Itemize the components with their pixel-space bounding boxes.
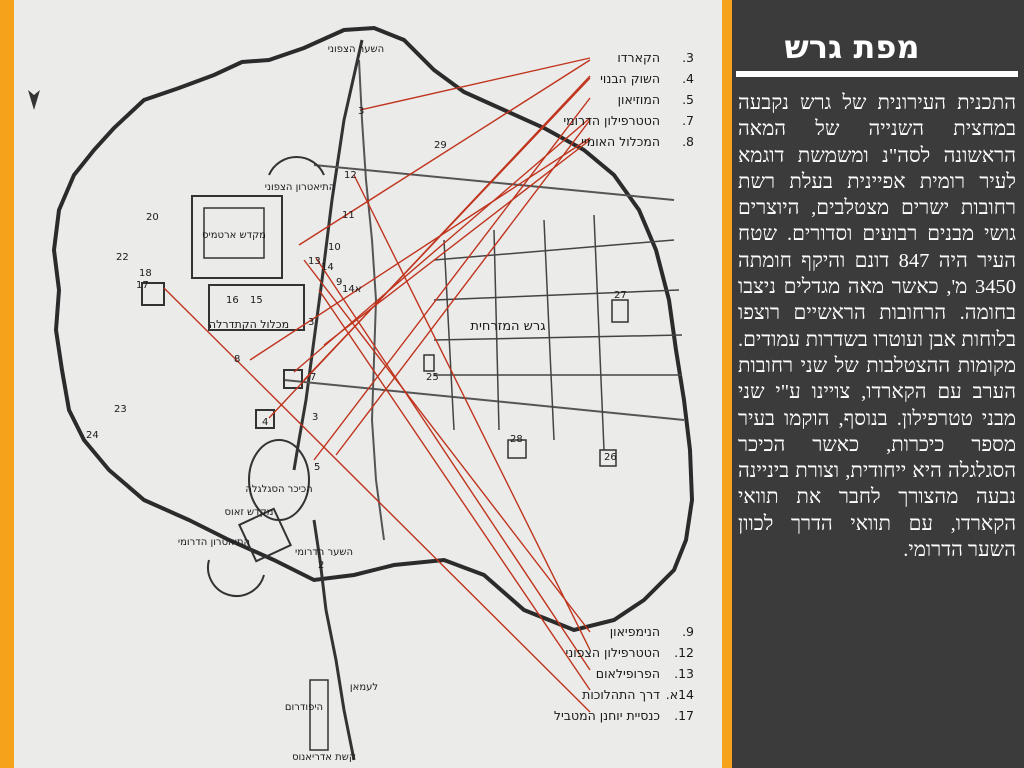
map-number: 8 bbox=[234, 354, 241, 365]
map-number: 16 bbox=[226, 295, 239, 306]
legend-number: 14א . bbox=[670, 684, 694, 705]
left-orange-border bbox=[0, 0, 14, 768]
legend-label: השוק הבנוי bbox=[600, 71, 660, 86]
legend-label: המוזיאון bbox=[617, 92, 660, 107]
map-label-north-theater: התיאטרון הצפוני bbox=[264, 182, 336, 193]
map-number: 18 bbox=[139, 268, 152, 279]
map-label-to-amman: לעמאן bbox=[349, 682, 379, 693]
cardo-street bbox=[294, 40, 365, 470]
map-label-south-theater: התיאטרון הדרומי bbox=[177, 537, 251, 548]
legend-label: המכלול האומיי bbox=[581, 134, 660, 149]
map-number: 13 bbox=[308, 256, 321, 267]
legend-item bbox=[500, 705, 694, 726]
body-paragraph: התכנית העירונית של גרש נקבעה במחצית השנייה של המאה הראשונה לסה"נ ומשמשת דוגמא לעיר רומית אפיינית בעלת רשת רחובות ישרים מצטלבים, היוצרים גושי מבנים רבועים וסדורים. שטח העיר היה 847 דונם והיקף חומתה 3450 מ', כאשר מאה מגדלים ניצבו בחומה. הרחובות הראשיים רוצפו בלוחות אבן ועוטרו בשדרות עמודים. מקומות ההצטלבות של שני רחובות הערב עם הקארדו, צויינו ע"י שני מבני טטרפילון. בנוסף, הוקמו בעיר מספר כיכרות, כאשר הכיכר הסגלגלה היא ייחודית, וצורת ביניינה נבעה מהצורך לחבר את תוואי הקארדו, עם תוואי הדרך לכוון השער הדרומי. bbox=[738, 92, 1017, 562]
legend-label: דרך התהלוכות bbox=[582, 687, 660, 702]
legend-label: הפרופילאום bbox=[595, 666, 660, 681]
hippodrome bbox=[310, 680, 328, 750]
map-number: 14א bbox=[342, 284, 362, 295]
map-label-oval-plaza: הכיכר הסגלגלה bbox=[245, 484, 313, 495]
map-number: 24 bbox=[86, 430, 99, 441]
map-label-zeus-temple: מקדש זאוס bbox=[224, 507, 274, 518]
legend-label: כנסיית יוחנן המטביל bbox=[553, 708, 660, 723]
legend-item bbox=[512, 89, 694, 110]
map-number: 3 bbox=[358, 106, 365, 117]
legend-label: הטטרפילון הצפוני bbox=[565, 645, 660, 660]
legend-number: 7 . bbox=[670, 110, 694, 131]
map-number: 7 bbox=[310, 372, 317, 383]
map-number: 3 bbox=[312, 412, 319, 423]
map-number: 26 bbox=[604, 452, 617, 463]
map-label-hadrian-arch: קשת אדריאנוס bbox=[292, 752, 356, 763]
map-number: 23 bbox=[114, 404, 127, 415]
legend-item bbox=[512, 47, 694, 68]
map-number: 3 bbox=[308, 317, 315, 328]
map-number: 12 bbox=[344, 170, 357, 181]
legend-number: 4 . bbox=[670, 68, 694, 89]
map-label-cathedral-complex: מכלול הקתדרלה bbox=[208, 318, 290, 331]
orange-divider bbox=[722, 0, 732, 768]
south-decumanus bbox=[284, 380, 684, 420]
legend-number: 3 . bbox=[670, 47, 694, 68]
map-number: 20 bbox=[146, 212, 159, 223]
legend-number: 12 . bbox=[670, 642, 694, 663]
map-label-artemis-temple: מקדש ארטמיס bbox=[202, 230, 266, 241]
legend-label: הנימפיאון bbox=[609, 624, 660, 639]
legend-item bbox=[512, 131, 694, 152]
map-number: 29 bbox=[434, 140, 447, 151]
map-number: 25 bbox=[426, 372, 439, 383]
slide-title: מפת גרש bbox=[784, 28, 920, 66]
map-number: 9 bbox=[336, 277, 343, 288]
legend-number: 13 . bbox=[670, 663, 694, 684]
legend-bottom bbox=[500, 621, 694, 726]
map-label-south-gate: השער הדרומי bbox=[294, 547, 354, 558]
map-number: 27 bbox=[614, 290, 627, 301]
map-label-north-gate: השער הצפוני bbox=[327, 44, 385, 55]
legend-item bbox=[500, 642, 694, 663]
legend-item bbox=[500, 663, 694, 684]
legend-item bbox=[512, 68, 694, 89]
building-25 bbox=[424, 355, 434, 371]
map-label-hippodrome: היפודרום bbox=[284, 702, 324, 713]
map-number: 14 bbox=[321, 262, 334, 273]
legend-label: הקארדו bbox=[617, 50, 660, 65]
legend-number: 17 . bbox=[670, 705, 694, 726]
title-underline bbox=[736, 71, 1018, 77]
map-number: 4 bbox=[262, 417, 269, 428]
map-number: 11 bbox=[342, 210, 355, 221]
legend-top bbox=[512, 47, 694, 152]
pointer-lines bbox=[164, 58, 590, 712]
legend-item bbox=[512, 110, 694, 131]
map-label-east-gerasa: גרש המזרחית bbox=[470, 319, 546, 334]
south-theater bbox=[208, 560, 264, 596]
legend-item bbox=[500, 684, 694, 705]
map-number: 5 bbox=[314, 462, 321, 473]
north-arrow-icon bbox=[28, 90, 40, 110]
map-number: 10 bbox=[328, 242, 341, 253]
map-number: 15 bbox=[250, 295, 263, 306]
legend-number: 5 . bbox=[670, 89, 694, 110]
map-number: 2 bbox=[318, 560, 325, 571]
map-number: 17 bbox=[136, 280, 149, 291]
map-number: 22 bbox=[116, 252, 129, 263]
legend-number: 9 . bbox=[670, 621, 694, 642]
map-number: 28 bbox=[510, 434, 523, 445]
legend-label: הטטרפילון הדרומי bbox=[563, 113, 660, 128]
legend-number: 8 . bbox=[670, 131, 694, 152]
legend-item bbox=[500, 621, 694, 642]
building-27 bbox=[612, 300, 628, 322]
